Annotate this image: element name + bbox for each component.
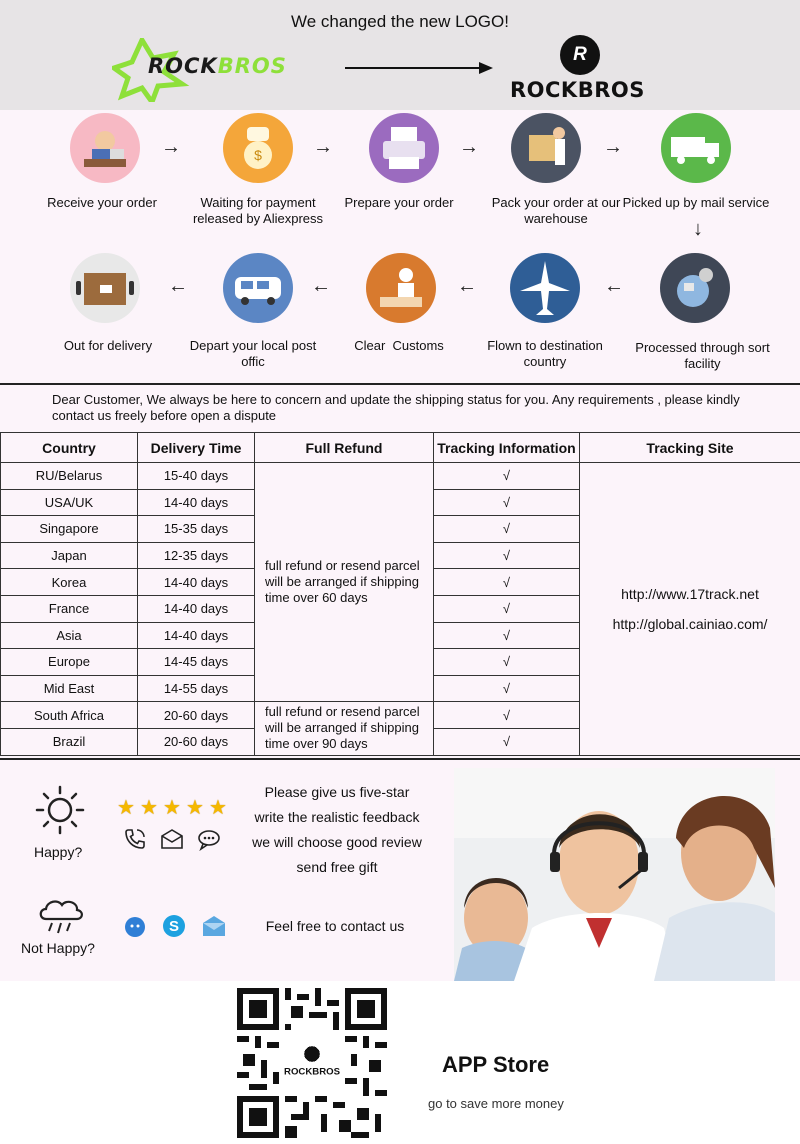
- refund-policy-90: full refund or resend parcel will be arranged if shipping time over 90 days: [255, 702, 434, 755]
- star-icon: ★: [186, 797, 204, 819]
- email-icon[interactable]: [202, 914, 226, 938]
- not-happy-label: Not Happy?: [21, 940, 95, 956]
- star-icon: ★: [117, 797, 135, 819]
- tracking-check-cell: √: [434, 463, 580, 490]
- country-cell: South Africa: [1, 702, 138, 729]
- contact-us-text: Feel free to contact us: [265, 918, 405, 934]
- step-label: Pack your order at our warehouse: [491, 195, 621, 226]
- phone-icon[interactable]: [123, 827, 147, 851]
- airplane-icon: [510, 253, 580, 323]
- refund-policy-60: full refund or resend parcel will be arranged if shipping time over 60 days: [255, 463, 434, 702]
- step-label: Out for delivery: [63, 338, 153, 353]
- tracking-check-cell: √: [434, 489, 580, 516]
- step-arrow-icon: ←: [457, 275, 477, 297]
- logo-banner: [0, 0, 800, 110]
- delivery-time-cell: 14-40 days: [138, 622, 255, 649]
- step-arrow-icon: ←: [311, 275, 331, 297]
- column-header: Tracking Information: [434, 433, 580, 463]
- truck-icon: [661, 113, 731, 183]
- country-cell: Asia: [1, 622, 138, 649]
- star-icon: ★: [140, 797, 158, 819]
- tracking-check-cell: √: [434, 569, 580, 596]
- tracking-check-cell: √: [434, 595, 580, 622]
- feedback-line: send free gift: [296, 859, 378, 875]
- delivery-time-cell: 15-40 days: [138, 463, 255, 490]
- country-cell: Brazil: [1, 728, 138, 755]
- payment-icon: [223, 113, 293, 183]
- new-logo-mark: R: [560, 35, 600, 75]
- table-header-row: [1, 433, 800, 463]
- step-label: Prepare your order: [344, 195, 454, 210]
- step-arrow-icon: →: [161, 136, 181, 158]
- step-label: Waiting for payment released by Aliexpress: [192, 195, 324, 226]
- tracking-check-cell: √: [434, 728, 580, 755]
- country-cell: Europe: [1, 649, 138, 676]
- delivery-time-cell: 14-40 days: [138, 489, 255, 516]
- step-label: Clear Customs: [354, 338, 444, 353]
- messenger-icon[interactable]: [123, 915, 147, 939]
- app-section: [0, 981, 800, 1144]
- printer-icon: [369, 113, 439, 183]
- delivery-time-cell: 14-55 days: [138, 675, 255, 702]
- app-store-title[interactable]: APP Store: [442, 1052, 550, 1077]
- down-arrow-icon: ↓: [693, 218, 703, 240]
- tracking-sites-cell: [580, 463, 800, 756]
- package-icon: [511, 113, 581, 183]
- old-logo-rock: ROCK: [148, 54, 218, 78]
- column-header: Delivery Time: [138, 433, 255, 463]
- delivery-time-cell: 20-60 days: [138, 728, 255, 755]
- globe-icon: [660, 253, 730, 323]
- tracking-check-cell: √: [434, 675, 580, 702]
- sun-icon: [35, 785, 85, 835]
- country-cell: Korea: [1, 569, 138, 596]
- country-cell: Singapore: [1, 516, 138, 543]
- chat-icon[interactable]: [197, 827, 221, 851]
- shipping-table: [0, 432, 800, 756]
- receptionist-icon: [70, 113, 140, 183]
- delivery-time-cell: 15-35 days: [138, 516, 255, 543]
- customs-icon: [366, 253, 436, 323]
- tracking-check-cell: √: [434, 702, 580, 729]
- table-row: [1, 463, 800, 490]
- svg-text:S: S: [168, 918, 180, 935]
- step-label: Flown to destination country: [487, 338, 603, 369]
- tracking-check-cell: √: [434, 622, 580, 649]
- star-icon: ★: [163, 797, 181, 819]
- delivery-time-cell: 14-40 days: [138, 569, 255, 596]
- step-arrow-icon: →: [313, 136, 333, 158]
- tracking-check-cell: √: [434, 649, 580, 676]
- step-label: Picked up by mail service: [622, 195, 770, 210]
- qr-logo-label: ROCKBROS: [284, 1066, 340, 1078]
- step-arrow-icon: ←: [604, 275, 624, 297]
- step-arrow-icon: ←: [168, 275, 188, 297]
- box-icon: [70, 253, 140, 323]
- country-cell: France: [1, 595, 138, 622]
- column-header: Full Refund: [255, 433, 434, 463]
- country-cell: USA/UK: [1, 489, 138, 516]
- feedback-line: Please give us five-star: [264, 784, 410, 800]
- right-arrow-icon: [345, 60, 493, 76]
- skype-icon[interactable]: [162, 914, 186, 938]
- tracking-site-link[interactable]: http://www.17track.net: [621, 585, 759, 602]
- country-cell: Japan: [1, 542, 138, 569]
- van-icon: [223, 253, 293, 323]
- country-cell: RU/Belarus: [1, 463, 138, 490]
- new-logo-text: ROCKBROS: [510, 78, 645, 102]
- country-cell: Mid East: [1, 675, 138, 702]
- old-logo: [112, 38, 327, 102]
- tracking-site-link[interactable]: http://global.cainiao.com/: [612, 615, 768, 632]
- feedback-line: we will choose good review: [252, 834, 422, 850]
- five-star-request: [242, 780, 432, 880]
- logo-change-title: We changed the new LOGO!: [291, 12, 509, 31]
- column-header: Country: [1, 433, 138, 463]
- qr-code[interactable]: [237, 988, 387, 1138]
- delivery-time-cell: 12-35 days: [138, 542, 255, 569]
- svg-text:$: $: [254, 147, 262, 163]
- mail-icon[interactable]: [160, 827, 184, 851]
- customer-service-photo: [454, 768, 775, 981]
- customer-notice: Dear Customer, We always be here to concern and update the shipping status for you. Any requirements , please kindly contact us freely before open a dispute: [0, 383, 800, 432]
- rain-cloud-icon: [36, 893, 86, 937]
- step-label: Depart your local post offic: [189, 338, 317, 369]
- feedback-line: write the realistic feedback: [254, 809, 420, 825]
- delivery-time-cell: 14-45 days: [138, 649, 255, 676]
- step-label: Receive your order: [47, 195, 157, 210]
- delivery-time-cell: 20-60 days: [138, 702, 255, 729]
- app-store-subtitle: go to save more money: [428, 1096, 564, 1111]
- step-arrow-icon: →: [459, 136, 479, 158]
- happy-label: Happy?: [34, 844, 83, 860]
- tracking-check-cell: √: [434, 542, 580, 569]
- step-arrow-icon: →: [603, 136, 623, 158]
- old-logo-bros: BROS: [217, 54, 287, 78]
- step-label: Processed through sort facility: [635, 340, 770, 371]
- tracking-check-cell: √: [434, 516, 580, 543]
- column-header: Tracking Site: [580, 433, 800, 463]
- delivery-time-cell: 14-40 days: [138, 595, 255, 622]
- star-icon: ★: [209, 797, 227, 819]
